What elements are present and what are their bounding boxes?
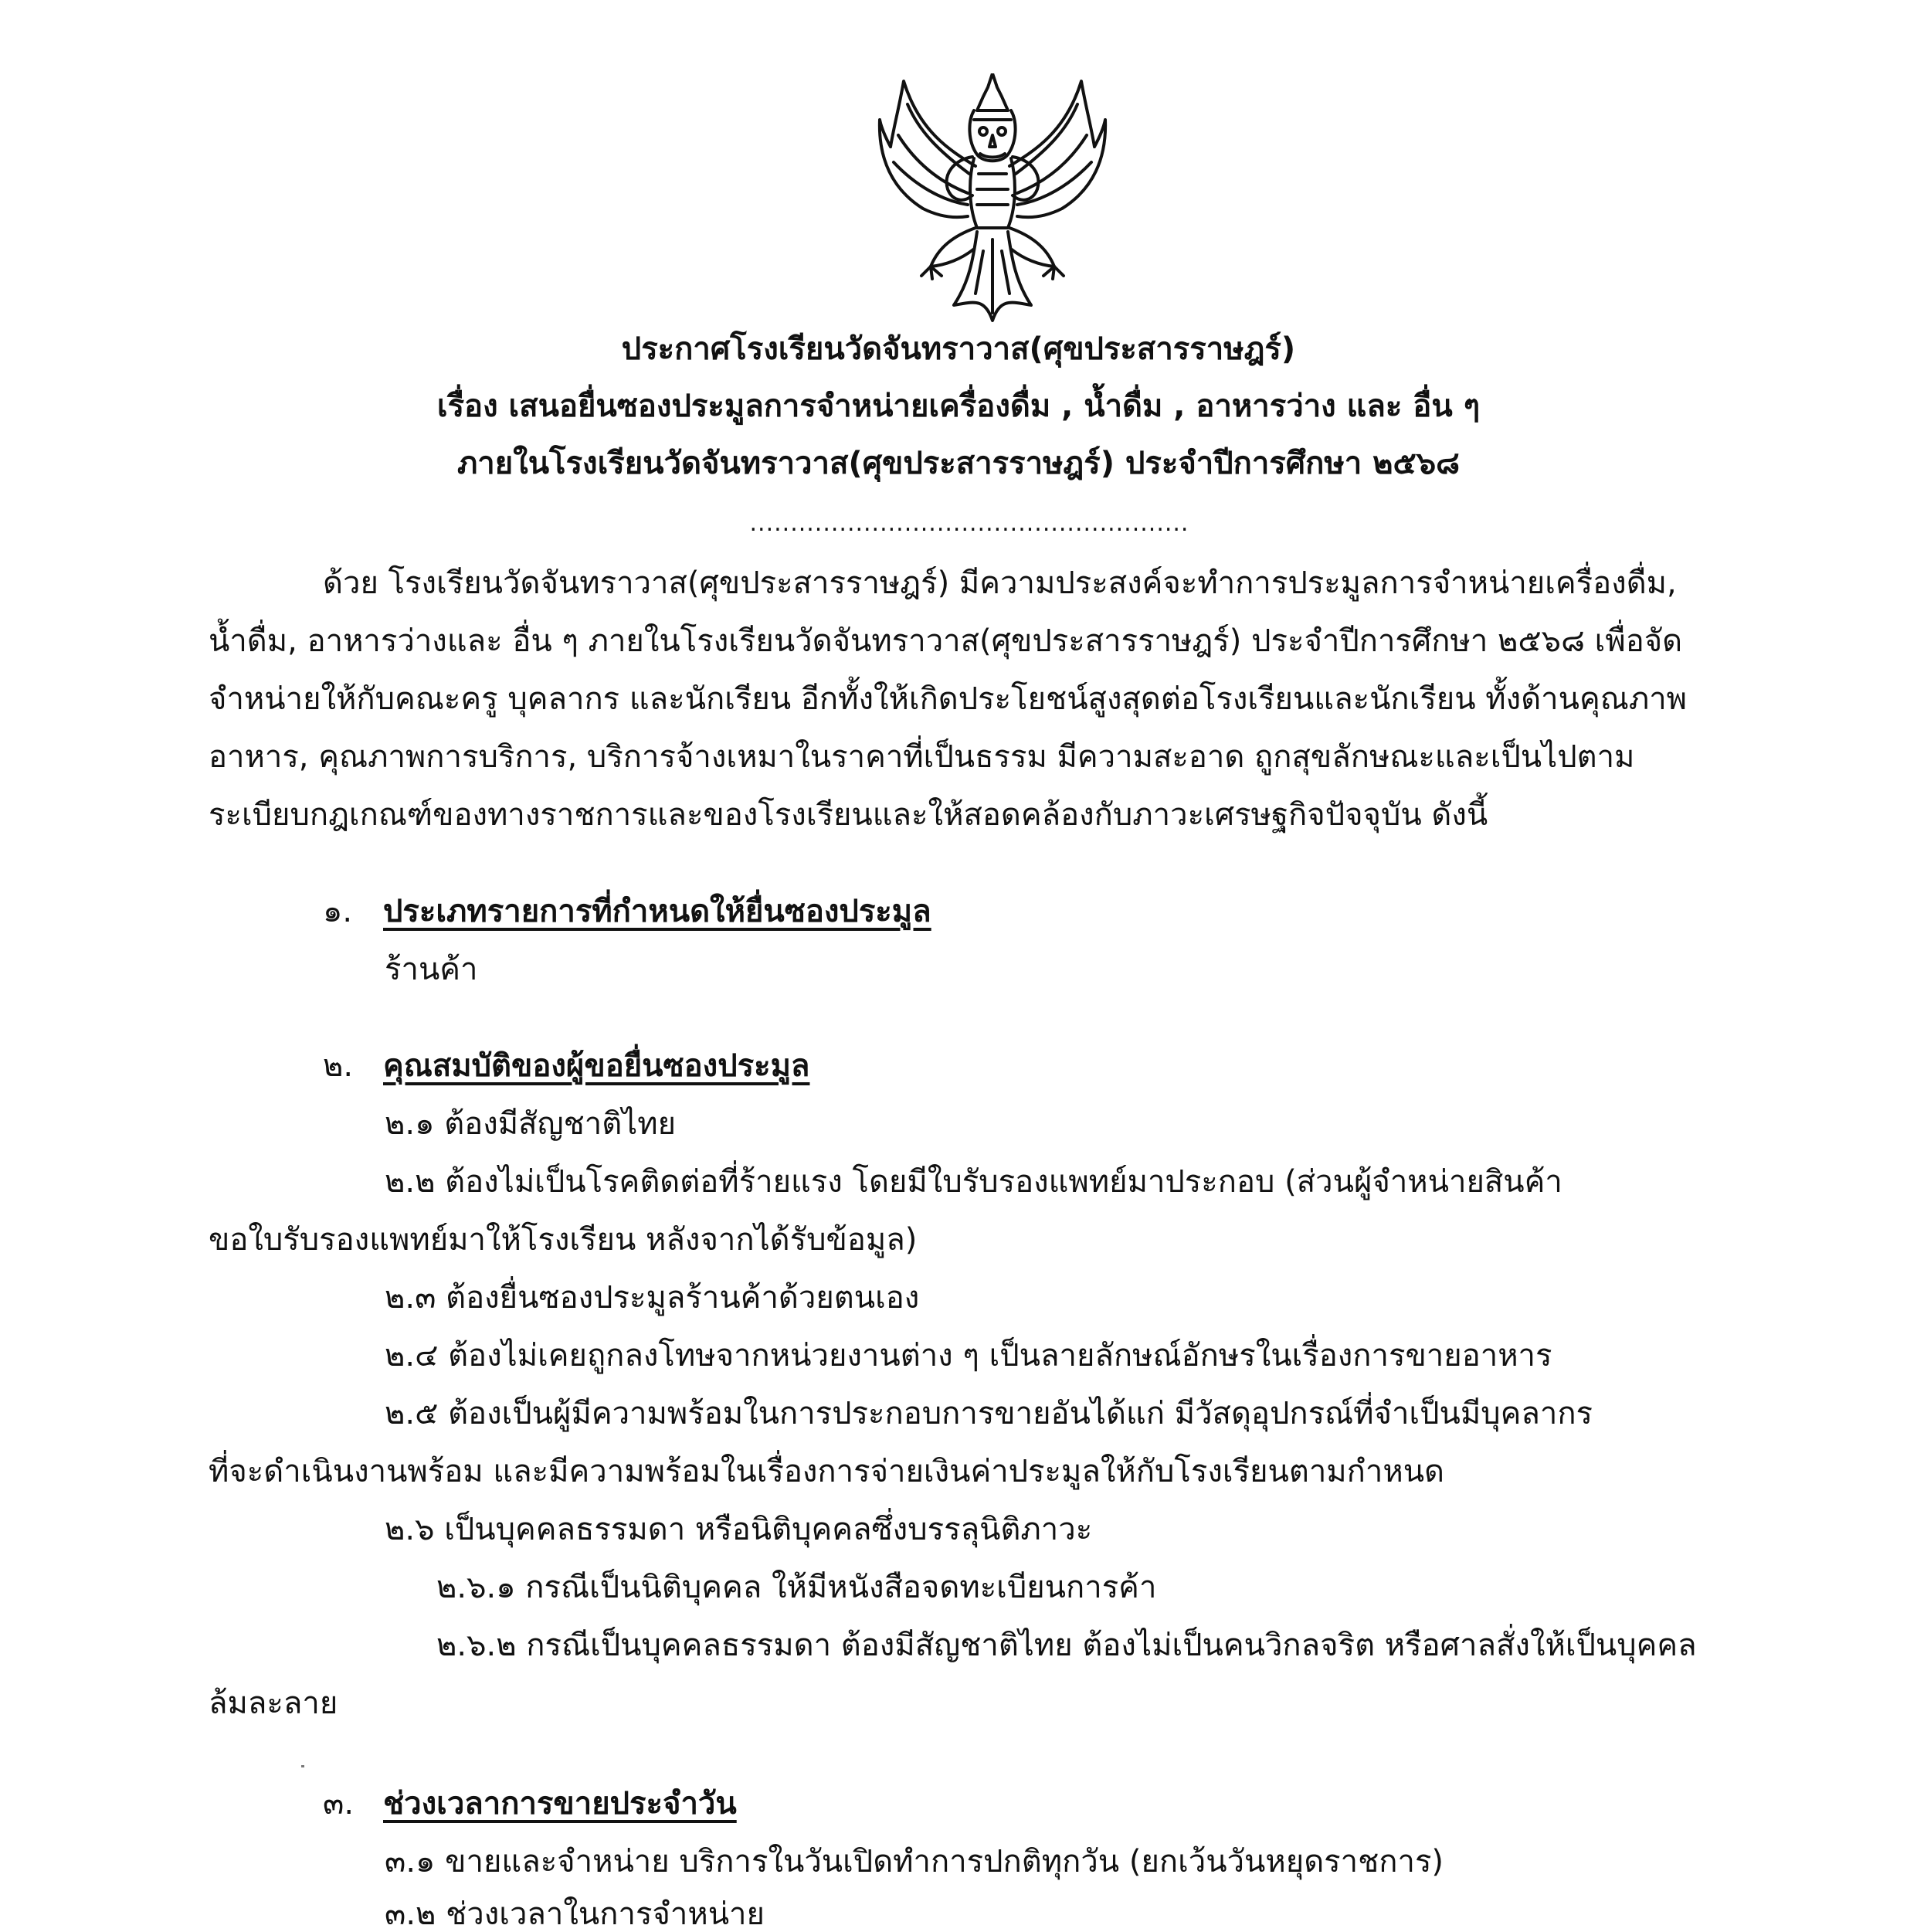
section-title: ช่วงเวลาการขายประจำวัน <box>383 1786 737 1822</box>
announcement-title: ประกาศโรงเรียนวัดจันทราวาส(ศุขประสารราษฎร์) <box>621 331 1296 367</box>
section-line: ที่จะดำเนินงานพร้อม และมีความพร้อมในเรื่องการจ่ายเงินค่าประมูลให้กับโรงเรียนตามกำหนด <box>209 1454 1445 1489</box>
section-number: ๒. <box>323 1048 354 1084</box>
section-heading <box>323 1786 737 1822</box>
separator-dots: ...................................................... <box>749 510 1189 537</box>
section-line: ๓.๒ ช่วงเวลาในการจำหน่าย <box>385 1896 765 1932</box>
section-line: ขอใบรับรองแพทย์มาให้โรงเรียน หลังจากได้รับข้อมูล) <box>209 1222 918 1258</box>
section-number: ๑. <box>323 894 353 929</box>
intro-line: จำหน่ายให้กับคณะครู บุคลากร และนักเรียน อีกทั้งให้เกิดประโยชน์สูงสุดต่อโรงเรียนและนักเรียน ทั้งด้านคุณภาพ <box>209 681 1688 717</box>
announcement-subject-line2: ภายในโรงเรียนวัดจันทราวาส(ศุขประสารราษฎร์) ประจำปีการศึกษา ๒๕๖๘ <box>456 446 1461 481</box>
section-line: ๒.๕ ต้องเป็นผู้มีความพร้อมในการประกอบการขายอันได้แก่ มีวัสดุอุปกรณ์ที่จำเป็นมีบุคลากร <box>385 1396 1593 1431</box>
section-number: ๓. <box>323 1786 355 1822</box>
section-line: ๒.๑ ต้องมีสัญชาติไทย <box>385 1106 677 1142</box>
section-line: ๒.๓ ต้องยื่นซองประมูลร้านค้าด้วยตนเอง <box>385 1280 920 1316</box>
section-line: ๒.๖ เป็นบุคคลธรรมดา หรือนิติบุคคลซึ่งบรรลุนิติภาวะ <box>385 1512 1093 1547</box>
section-title: ประเภทรายการที่กำหนดให้ยื่นซองประมูล <box>383 894 931 929</box>
intro-line: น้ำดื่ม, อาหารว่างและ อื่น ๆ ภายในโรงเรียนวัดจันทราวาส(ศุขประสารราษฎร์) ประจำปีการศึกษา ๒๕๖๘ เพื่อจัด <box>209 623 1683 659</box>
scan-speck <box>301 1765 304 1767</box>
section-line: ร้านค้า <box>385 952 478 987</box>
garuda-emblem <box>877 73 1108 328</box>
section-line: ๒.๔ ต้องไม่เคยถูกลงโทษจากหน่วยงานต่าง ๆ เป็นลายลักษณ์อักษรในเรื่องการขายอาหาร <box>385 1338 1552 1373</box>
intro-line: ด้วย โรงเรียนวัดจันทราวาส(ศุขประสารราษฎร์) มีความประสงค์จะทำการประมูลการจำหน่ายเครื่องดื่ม, <box>323 565 1677 601</box>
section-line: ๒.๖.๑ กรณีเป็นนิติบุคคล ให้มีหนังสือจดทะเบียนการค้า <box>436 1570 1157 1605</box>
announcement-subject: เรื่อง เสนอยื่นซองประมูลการจำหน่ายเครื่องดื่ม , น้ำดื่ม , อาหารว่าง และ อื่น ๆ <box>436 389 1481 424</box>
section-heading <box>323 1048 810 1084</box>
intro-line: อาหาร, คุณภาพการบริการ, บริการจ้างเหมาในราคาที่เป็นธรรม มีความสะอาด ถูกสุขลักษณะและเป็นไปตาม <box>209 739 1635 775</box>
section-title: คุณสมบัติของผู้ขอยื่นซองประมูล <box>383 1048 810 1084</box>
intro-line: ระเบียบกฎเกณฑ์ของทางราชการและของโรงเรียนและให้สอดคล้องกับภาวะเศรษฐกิจปัจจุบัน ดังนี้ <box>209 797 1488 833</box>
section-line: ๒.๖.๒ กรณีเป็นบุคคลธรรมดา ต้องมีสัญชาติไทย ต้องไม่เป็นคนวิกลจริต หรือศาลสั่งให้เป็นบุคคล <box>436 1628 1697 1663</box>
section-line: ๓.๑ ขายและจำหน่าย บริการในวันเปิดทำการปกติทุกวัน (ยกเว้นวันหยุดราชการ) <box>385 1844 1444 1879</box>
section-line: ล้มละลาย <box>209 1686 338 1721</box>
section-heading <box>323 896 931 927</box>
section-line: ๒.๒ ต้องไม่เป็นโรคติดต่อที่ร้ายแรง โดยมีใบรับรองแพทย์มาประกอบ (ส่วนผู้จำหน่ายสินค้า <box>385 1164 1562 1200</box>
